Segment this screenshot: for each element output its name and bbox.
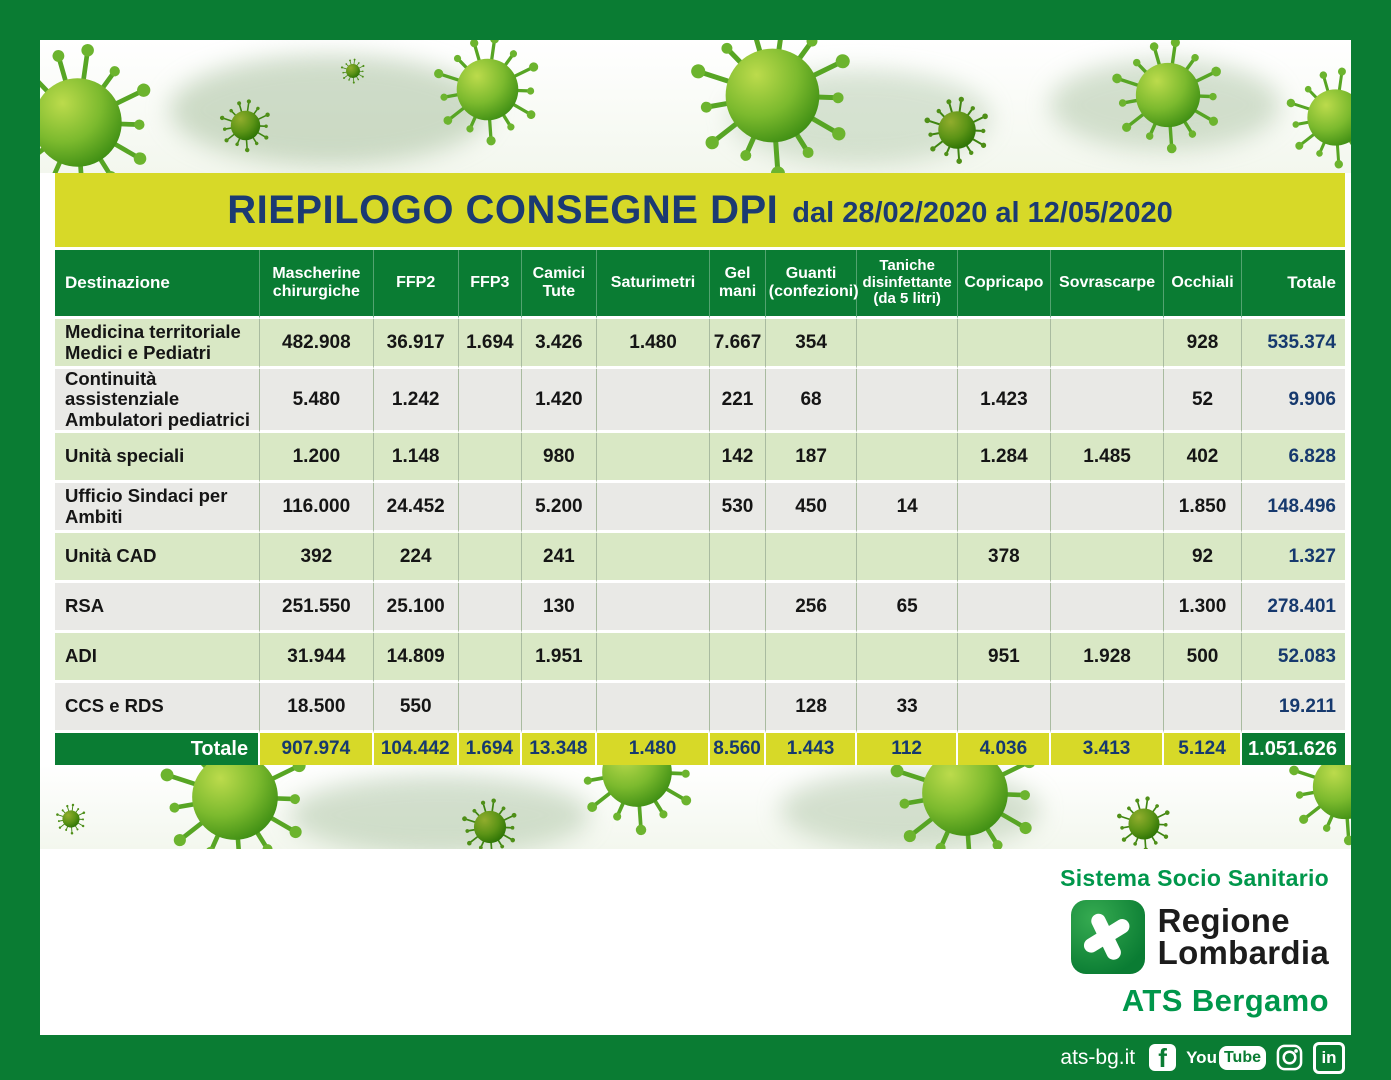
linkedin-label: in <box>1321 1047 1337 1067</box>
data-cell <box>597 583 711 633</box>
virus-icon <box>460 797 520 849</box>
row-total-cell: 535.374 <box>1242 319 1345 369</box>
data-cell <box>1164 683 1241 733</box>
data-cell: 14 <box>857 483 958 533</box>
title-bar <box>55 173 1345 247</box>
data-cell <box>958 319 1051 369</box>
data-cell <box>710 533 765 583</box>
virus-icon <box>922 95 992 165</box>
total-cell: 8.560 <box>710 733 765 765</box>
data-cell <box>958 483 1051 533</box>
data-cell: 14.809 <box>374 633 459 683</box>
total-cell: 907.974 <box>260 733 374 765</box>
data-cell: 1.284 <box>958 433 1051 483</box>
data-cell: 116.000 <box>260 483 374 533</box>
data-cell <box>710 583 765 633</box>
data-cell: 33 <box>857 683 958 733</box>
column-header-ffp3: FFP3 <box>459 250 522 319</box>
data-cell <box>459 433 522 483</box>
data-cell: 1.480 <box>597 319 711 369</box>
column-header-copricapo: Copricapo <box>958 250 1051 319</box>
content-area <box>40 40 1351 1035</box>
data-cell: 24.452 <box>374 483 459 533</box>
total-cell: 5.124 <box>1164 733 1241 765</box>
virus-icon <box>1108 40 1228 155</box>
row-total-cell: 1.327 <box>1242 533 1345 583</box>
data-cell <box>522 683 597 733</box>
data-cell: 482.908 <box>260 319 374 369</box>
virus-icon <box>430 40 545 147</box>
column-header-guanti-confezioni: Guanti (confezioni) <box>766 250 858 319</box>
data-cell: 402 <box>1164 433 1241 483</box>
data-cell: 3.426 <box>522 319 597 369</box>
column-header-saturimetri: Saturimetri <box>597 250 711 319</box>
total-cell: 4.036 <box>958 733 1051 765</box>
data-cell: 378 <box>958 533 1051 583</box>
virus-icon <box>1115 795 1173 849</box>
data-cell: 928 <box>1164 319 1241 369</box>
youtube-tube-text: Tube <box>1219 1046 1266 1070</box>
data-cell <box>857 433 958 483</box>
table-row-unit-speciali <box>55 433 1345 483</box>
data-cell: 980 <box>522 433 597 483</box>
data-cell <box>459 633 522 683</box>
total-cell: 13.348 <box>522 733 597 765</box>
data-cell <box>857 369 958 433</box>
total-cell: 112 <box>857 733 958 765</box>
data-cell: 550 <box>374 683 459 733</box>
row-total-cell: 6.828 <box>1242 433 1345 483</box>
total-cell: 1.480 <box>597 733 711 765</box>
data-cell <box>1051 683 1165 733</box>
data-cell <box>766 633 858 683</box>
data-cell: 1.300 <box>1164 583 1241 633</box>
rosa-camuna-icon <box>1071 900 1145 974</box>
data-cell: 5.480 <box>260 369 374 433</box>
data-cell: 65 <box>857 583 958 633</box>
facebook-letter: f <box>1158 1044 1167 1071</box>
row-label: Unità CAD <box>55 533 260 583</box>
data-cell: 1.694 <box>459 319 522 369</box>
total-cell: 3.413 <box>1051 733 1165 765</box>
table-header-row <box>55 250 1345 319</box>
data-cell <box>857 319 958 369</box>
data-cell <box>459 583 522 633</box>
data-cell <box>597 683 711 733</box>
data-cell: 130 <box>522 583 597 633</box>
total-cell: 104.442 <box>374 733 459 765</box>
column-header-camici-tute: Camici Tute <box>522 250 597 319</box>
data-cell <box>597 483 711 533</box>
data-cell: 18.500 <box>260 683 374 733</box>
row-label: Unità speciali <box>55 433 260 483</box>
column-header-sovrascarpe: Sovrascarpe <box>1051 250 1165 319</box>
virus-decoration-band-bottom <box>40 765 1351 849</box>
data-cell: 142 <box>710 433 765 483</box>
ats-bergamo-label: ATS Bergamo <box>1121 983 1329 1019</box>
data-cell <box>597 533 711 583</box>
row-label: CCS e RDS <box>55 683 260 733</box>
data-cell <box>1051 583 1165 633</box>
table-row-continuit-assistenziale-ambulatori-pediatrici <box>55 369 1345 433</box>
data-cell: 251.550 <box>260 583 374 633</box>
data-cell <box>710 683 765 733</box>
data-cell: 1.485 <box>1051 433 1165 483</box>
data-cell <box>459 683 522 733</box>
sistema-socio-sanitario-label: Sistema Socio Sanitario <box>1060 865 1329 892</box>
column-header-ffp2: FFP2 <box>374 250 459 319</box>
data-cell: 68 <box>766 369 858 433</box>
virus-icon <box>685 40 860 173</box>
column-header-destinazione: Destinazione <box>55 250 260 319</box>
table-row-unit-cad <box>55 533 1345 583</box>
data-cell: 1.951 <box>522 633 597 683</box>
data-cell: 1.200 <box>260 433 374 483</box>
data-cell <box>459 483 522 533</box>
row-label: RSA <box>55 583 260 633</box>
data-cell: 92 <box>1164 533 1241 583</box>
data-cell: 530 <box>710 483 765 533</box>
grand-total-cell: 1.051.626 <box>1242 733 1345 765</box>
data-cell <box>1051 533 1165 583</box>
data-cell: 52 <box>1164 369 1241 433</box>
virus-icon <box>40 40 160 173</box>
table-row-rsa <box>55 583 1345 633</box>
regione-lombardia-wordmark <box>1157 901 1329 972</box>
background-blob <box>290 775 590 849</box>
data-cell <box>958 683 1051 733</box>
virus-icon <box>155 765 315 849</box>
data-cell <box>597 633 711 683</box>
table-row-ccs-e-rds <box>55 683 1345 733</box>
data-cell: 241 <box>522 533 597 583</box>
data-cell: 1.148 <box>374 433 459 483</box>
table-row-adi <box>55 633 1345 683</box>
data-cell <box>958 583 1051 633</box>
dpi-delivery-table-wrap <box>55 250 1345 765</box>
data-cell: 1.928 <box>1051 633 1165 683</box>
instagram-icon[interactable] <box>1276 1044 1303 1071</box>
data-cell: 1.423 <box>958 369 1051 433</box>
table-total-row <box>55 733 1345 765</box>
data-cell <box>857 533 958 583</box>
youtube-you-text: You <box>1186 1047 1217 1067</box>
regione-line2: Lombardia <box>1157 934 1329 972</box>
row-total-cell: 52.083 <box>1242 633 1345 683</box>
data-cell: 221 <box>710 369 765 433</box>
data-cell <box>1051 369 1165 433</box>
data-cell <box>1051 319 1165 369</box>
data-cell: 187 <box>766 433 858 483</box>
data-cell: 500 <box>1164 633 1241 683</box>
data-cell: 392 <box>260 533 374 583</box>
data-cell: 7.667 <box>710 319 765 369</box>
data-cell <box>857 633 958 683</box>
virus-icon <box>55 803 87 835</box>
data-cell: 25.100 <box>374 583 459 633</box>
data-cell: 1.420 <box>522 369 597 433</box>
column-header-totale: Totale <box>1242 250 1345 319</box>
data-cell <box>1051 483 1165 533</box>
data-cell: 224 <box>374 533 459 583</box>
data-cell: 31.944 <box>260 633 374 683</box>
data-cell: 1.850 <box>1164 483 1241 533</box>
bottom-bar <box>0 1035 1391 1080</box>
date-range: dal 28/02/2020 al 12/05/2020 <box>792 197 1173 229</box>
total-row-label: Totale <box>55 733 260 765</box>
column-header-occhiali: Occhiali <box>1164 250 1241 319</box>
column-header-gel-mani: Gel mani <box>710 250 765 319</box>
virus-icon <box>218 98 273 153</box>
data-cell <box>710 633 765 683</box>
youtube-icon[interactable] <box>1186 1046 1266 1070</box>
page-title: RIEPILOGO CONSEGNE DPI <box>227 187 779 232</box>
row-total-cell: 278.401 <box>1242 583 1345 633</box>
regione-line1: Regione <box>1157 901 1290 939</box>
data-cell: 256 <box>766 583 858 633</box>
data-cell <box>459 369 522 433</box>
footer <box>40 849 1351 1022</box>
row-total-cell: 148.496 <box>1242 483 1345 533</box>
virus-decoration-band-top <box>40 40 1351 173</box>
row-label: ADI <box>55 633 260 683</box>
data-cell: 354 <box>766 319 858 369</box>
total-cell: 1.443 <box>766 733 858 765</box>
facebook-icon[interactable] <box>1149 1044 1176 1071</box>
linkedin-icon[interactable] <box>1313 1042 1345 1074</box>
data-cell: 450 <box>766 483 858 533</box>
website-link[interactable]: ats-bg.it <box>1060 1045 1136 1069</box>
total-cell: 1.694 <box>459 733 522 765</box>
data-cell: 36.917 <box>374 319 459 369</box>
regione-lombardia-logo <box>1071 900 1329 974</box>
data-cell: 128 <box>766 683 858 733</box>
row-label: Medicina territoriale Medici e Pediatri <box>55 319 260 369</box>
virus-icon <box>1283 65 1351 170</box>
data-cell: 1.242 <box>374 369 459 433</box>
dpi-delivery-table <box>55 250 1345 765</box>
virus-icon <box>885 765 1045 849</box>
row-total-cell: 19.211 <box>1242 683 1345 733</box>
data-cell: 951 <box>958 633 1051 683</box>
virus-icon <box>1285 765 1351 847</box>
data-cell <box>597 433 711 483</box>
virus-icon <box>340 58 366 84</box>
row-label: Continuità assistenziale Ambulatori pediatrici <box>55 369 260 433</box>
row-label: Ufficio Sindaci per Ambiti <box>55 483 260 533</box>
table-row-medicina-territoriale-medici-e-pediatri <box>55 319 1345 369</box>
column-header-mascherine-chirurgiche: Mascherine chirurgiche <box>260 250 374 319</box>
column-header-taniche-disinfettante-da-5-litri: Taniche disinfettante (da 5 litri) <box>857 250 958 319</box>
virus-icon <box>572 765 702 837</box>
table-row-ufficio-sindaci-per-ambiti <box>55 483 1345 533</box>
data-cell <box>766 533 858 583</box>
data-cell <box>459 533 522 583</box>
data-cell <box>597 369 711 433</box>
data-cell: 5.200 <box>522 483 597 533</box>
row-total-cell: 9.906 <box>1242 369 1345 433</box>
